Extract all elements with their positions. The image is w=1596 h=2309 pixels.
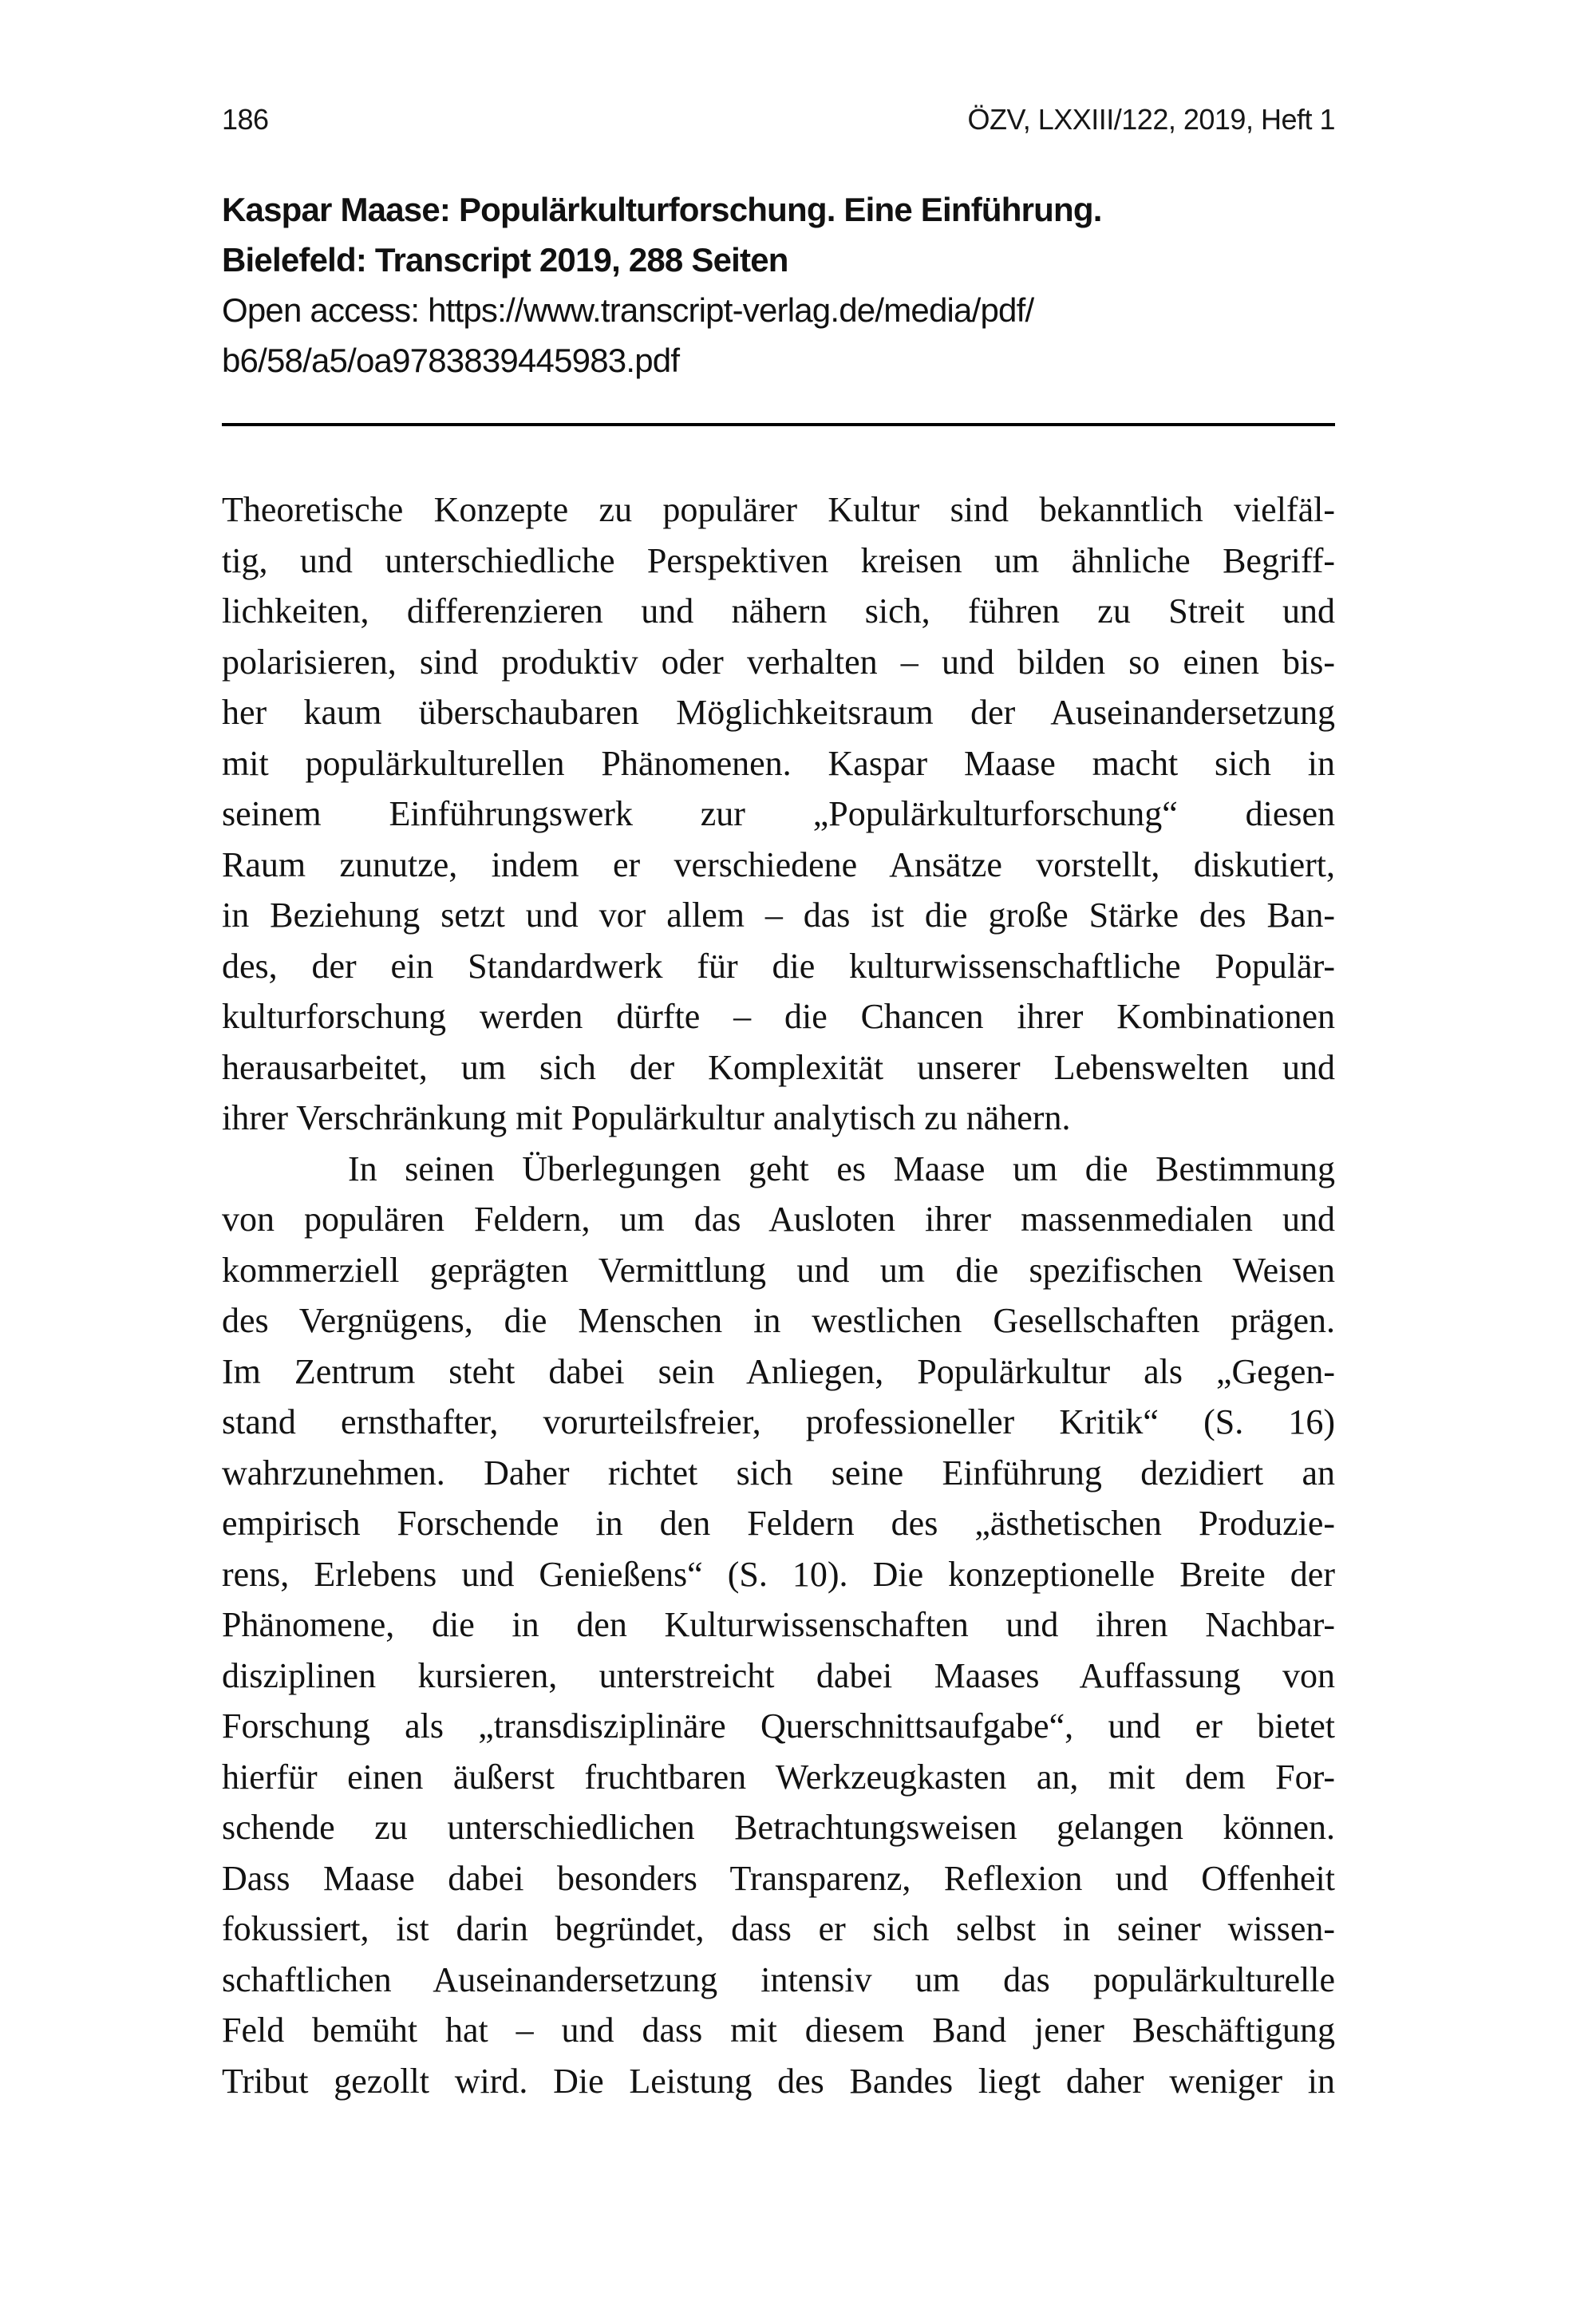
body-line: Tribut gezollt wird. Die Leistung des Bandes liegt daher weniger in [222,2061,1335,2101]
body-line: disziplinen kursieren, unterstreicht dabei Maases Auffassung von [222,1655,1335,1695]
body-line-paragraph-start: In seinen Überlegungen geht es Maase um die Bestimmung [348,1149,1335,1188]
review-title-line-1: Kaspar Maase: Populärkulturforschung. Eine Einführung. [222,191,1102,228]
body-line: fokussiert, ist darin begründet, dass er sich selbst in seiner wissen- [222,1909,1335,1948]
body-line: empirisch Forschende in den Feldern des „ästhetischen Produzie- [222,1504,1335,1543]
body-line: rens, Erlebens und Genießens“ (S. 10). Die konzeptionelle Breite der [222,1554,1335,1594]
body-line: des, der ein Standardwerk für die kulturwissenschaftliche Populär- [222,946,1335,986]
body-line: Forschung als „transdisziplinäre Querschnittsaufgabe“, und er bietet [222,1706,1335,1746]
body-line: herausarbeitet, um sich der Komplexität unserer Lebenswelten und [222,1047,1335,1087]
body-line: tig, und unterschiedliche Perspektiven kreisen um ähnliche Begriff- [222,540,1335,580]
body-line: Raum zunutze, indem er verschiedene Ansätze vorstellt, diskutiert, [222,844,1335,884]
body-line: stand ernsthafter, vorurteilsfreier, professioneller Kritik“ (S. 16) [222,1402,1335,1441]
open-access-url-line-2: b6/58/a5/oa9783839445983.pdf [222,342,680,379]
body-line: in Beziehung setzt und vor allem – das ist die große Stärke des Ban- [222,896,1335,935]
review-body-text [222,484,1335,2106]
review-title-line-2: Bielefeld: Transcript 2019, 288 Seiten [222,241,788,279]
body-line: kulturforschung werden dürfte – die Chancen ihrer Kombinationen [222,997,1335,1036]
body-line: mit populärkulturellen Phänomenen. Kaspar Maase macht sich in [222,743,1335,783]
body-line: Dass Maase dabei besonders Transparenz, Reflexion und Offenheit [222,1858,1335,1898]
running-head [222,102,1335,137]
body-line: Theoretische Konzepte zu populärer Kultur sind bekanntlich vielfäl- [222,490,1335,529]
open-access-url-line-1: Open access: https://www.transcript-verlag.de/media/pdf/ [222,291,1034,329]
body-line: wahrzunehmen. Daher richtet sich seine Einführung dezidiert an [222,1453,1335,1493]
body-line: von populären Feldern, um das Ausloten ihrer massenmedialen und [222,1200,1335,1239]
body-line: lichkeiten, differenzieren und nähern sich, führen zu Streit und [222,591,1335,631]
body-line: polarisieren, sind produktiv oder verhalten – und bilden so einen bis- [222,642,1335,682]
body-line: Im Zentrum steht dabei sein Anliegen, Populärkultur als „Gegen- [222,1351,1335,1391]
review-heading-block [222,184,1335,385]
body-line: Feld bemüht hat – und dass mit diesem Band jener Beschäftigung [222,2010,1335,2050]
body-line: Phänomene, die in den Kulturwissenschaften und ihren Nachbar- [222,1605,1335,1644]
body-line: seinem Einführungswerk zur „Populärkulturforschung“ diesen [222,794,1335,833]
body-line: kommerziell geprägten Vermittlung und um die spezifischen Weisen [222,1250,1335,1290]
body-line-paragraph-end: ihrer Verschränkung mit Populärkultur analytisch zu nähern. [222,1098,1071,1137]
body-line: schaftlichen Auseinandersetzung intensiv um das populärkulturelle [222,1959,1335,1999]
body-line: hierfür einen äußerst fruchtbaren Werkzeugkasten an, mit dem For- [222,1757,1335,1797]
body-line: her kaum überschaubaren Möglichkeitsraum der Auseinandersetzung [222,693,1335,732]
journal-issue-reference: ÖZV, LXXIII/122, 2019, Heft 1 [967,103,1335,136]
horizontal-rule [222,423,1335,426]
page-number: 186 [222,103,269,136]
body-line: des Vergnügens, die Menschen in westlichen Gesellschaften prägen. [222,1301,1335,1340]
body-line: schende zu unterschiedlichen Betrachtungsweisen gelangen können. [222,1808,1335,1847]
